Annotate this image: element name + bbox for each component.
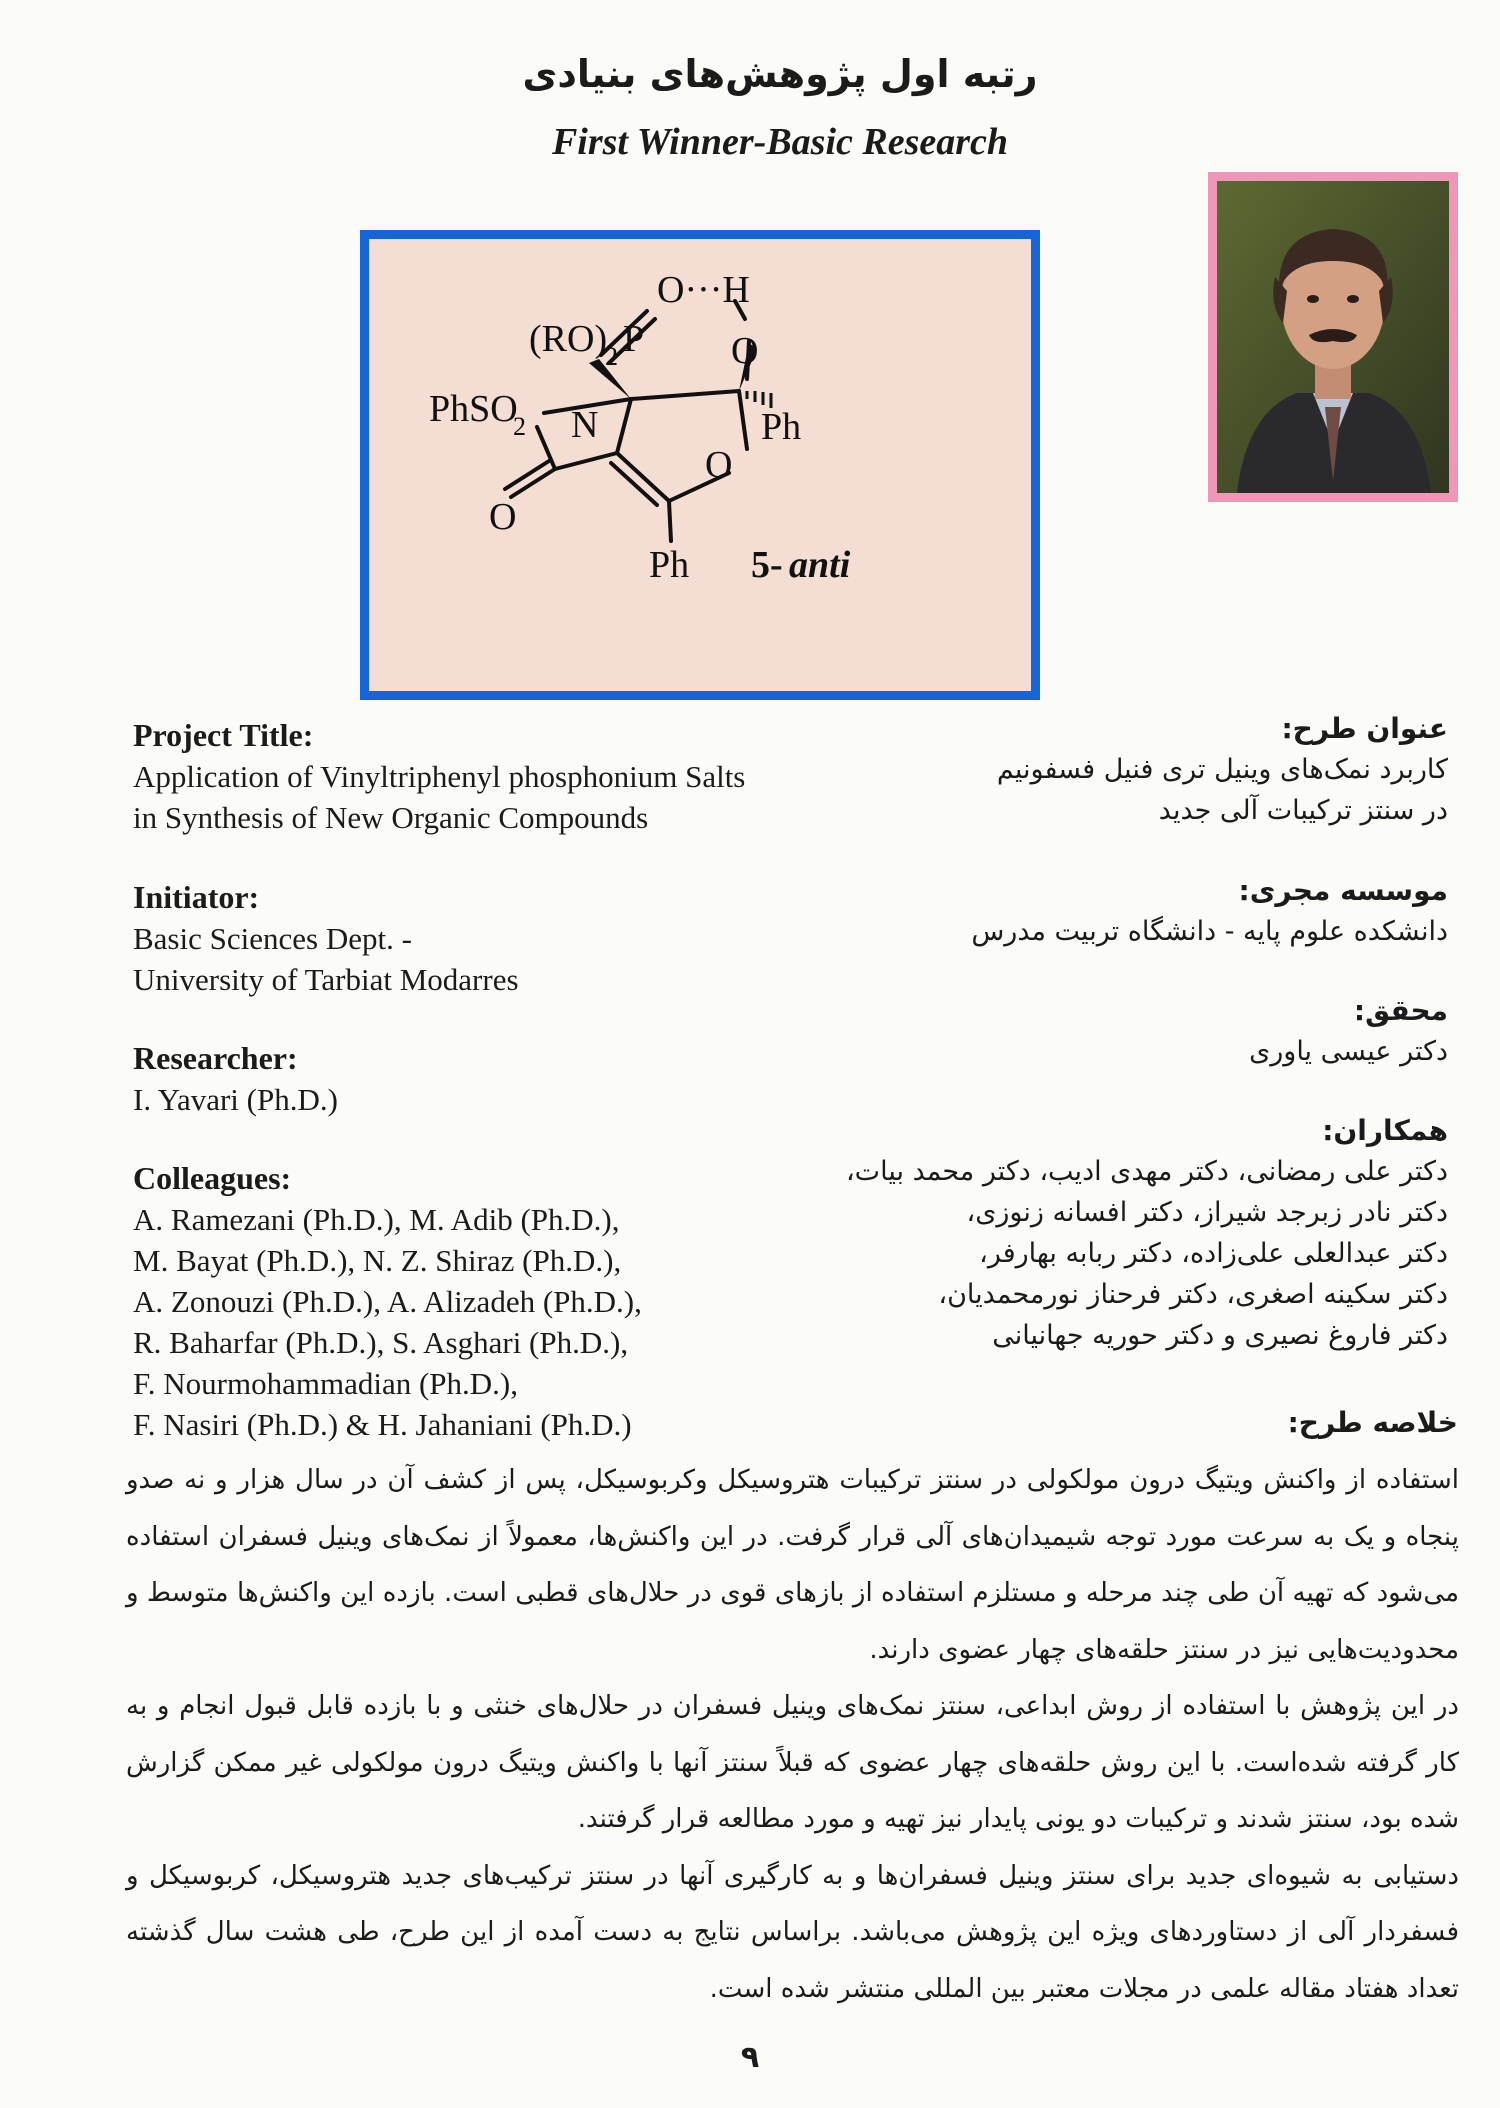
label-compound-number: 5- (751, 544, 783, 586)
portrait-image (1217, 181, 1449, 493)
page-title-english: First Winner-Basic Research (551, 121, 1009, 163)
english-project-heading: Project Title: (133, 717, 314, 753)
summary-text (126, 1452, 1459, 2017)
bond-c1-c2 (631, 391, 739, 399)
label-phso2: PhSO (429, 388, 518, 430)
label-o-ring: O (705, 444, 733, 486)
english-colleagues-section (133, 1158, 833, 1445)
english-initiator-section (133, 877, 833, 1000)
english-initiator-heading: Initiator: (133, 879, 260, 915)
persian-colleagues-line: دکتر عبدالعلی علی‌زاده، دکتر ربابه بهارفر، (979, 1238, 1448, 1269)
summary-paragraph: در این پژوهش با استفاده از روش ابداعی، سنتز نمک‌های وینیل فسفران در حلال‌های خنثی و با بازده قابل قبول انجام و به کار گرفته شده‌است. با این روش حلقه‌های چهار عضوی که قبلاً سنتز آنها با واکنش ویتیگ درون مولکولی غیر ممکن گزارش شده بود، سنتز شدند و ترکیبات دو یونی پایدار نیز تهیه و مورد مطالعه قرار گرفتند. (126, 1691, 1459, 1834)
english-colleagues-line: R. Baharfar (Ph.D.), S. Asghari (Ph.D.), (133, 1325, 629, 1360)
english-colleagues-heading: Colleagues: (133, 1160, 292, 1196)
bond-c3-c1 (617, 399, 631, 453)
persian-colleagues-heading: همکاران: (1322, 1114, 1448, 1147)
persian-colleagues-line: دکتر نادر زبرجد شیراز، دکتر افسانه زنوزی، (966, 1197, 1448, 1228)
english-colleagues-line: M. Bayat (Ph.D.), N. Z. Shiraz (Ph.D.), (133, 1243, 622, 1278)
label-ph-right: Ph (761, 406, 802, 448)
english-colleagues-line: F. Nasiri (Ph.D.) & H. Jahaniani (Ph.D.) (133, 1407, 632, 1442)
page-number: ۹ (740, 2040, 760, 2075)
english-researcher-heading: Researcher: (133, 1040, 298, 1076)
english-researcher-line: I. Yavari (Ph.D.) (133, 1082, 338, 1117)
bond-c4-ph (669, 501, 671, 541)
english-project-line: Application of Vinyltriphenyl phosphonium Salts (133, 759, 746, 794)
english-researcher-section (133, 1038, 833, 1120)
persian-institute-line: دانشکده علوم پایه - دانشگاه تربیت مدرس (971, 916, 1448, 947)
english-colleagues-line: A. Ramezani (Ph.D.), M. Adib (Ph.D.), (133, 1202, 620, 1237)
persian-colleagues-line: دکتر علی رمضانی، دکتر مهدی ادیب، دکتر محمد بیات، (845, 1156, 1448, 1187)
label-o-hydroxyl: O (731, 330, 759, 372)
persian-researcher-heading: محقق: (1353, 994, 1448, 1027)
persian-project-line: کاربرد نمک‌های وینیل تری فنیل فسفونیم (996, 754, 1448, 785)
bond-c3-cco (555, 453, 617, 469)
researcher-photo (1208, 172, 1458, 502)
persian-colleagues-line: دکتر سکینه اصغری، دکتر فرحناز نورمحمدیان، (938, 1279, 1448, 1310)
bond-c2-oring (739, 391, 747, 449)
label-sub2a: 2 (605, 342, 618, 371)
page-title-persian: رتبه اول پژوهش‌های بنیادی (522, 52, 1038, 96)
chemical-structure-figure (360, 230, 1040, 700)
summary-paragraph: دستیابی به شیوه‌ای جدید برای سنتز وینیل فسفران‌ها و به کارگیری آنها در سنتز ترکیب‌های جدید هتروسیکل، کربوسیکل و فسفردار آلی از دستاوردهای ویژه این پژوهش می‌باشد. براساس نتایج به دست آمده از این طرح، طی هشت سال گذشته تعداد هفتاد مقاله علمی در مجلات معتبر بین المللی منتشر شده است. (126, 1860, 1459, 2004)
persian-researcher-section (760, 990, 1448, 1072)
structure-drawing (369, 239, 1031, 691)
label-ph-bottom: Ph (649, 544, 690, 586)
persian-colleagues-line: دکتر فاروغ نصیری و دکتر حوریه جهانیانی (992, 1320, 1448, 1351)
english-colleagues-line: A. Zonouzi (Ph.D.), A. Alizadeh (Ph.D.), (133, 1284, 642, 1319)
label-o-top: O···H (657, 269, 750, 311)
persian-project-line: در سنتز ترکیبات آلی جدید (1158, 795, 1448, 826)
summary-heading: خلاصه طرح: (1287, 1406, 1458, 1439)
english-colleagues-line: F. Nourmohammadian (Ph.D.), (133, 1366, 518, 1401)
summary-paragraph: استفاده از واکنش ویتیگ درون مولکولی در سنتز ترکیبات هتروسیکل وکربوسیکل، پس از کشف آن در سال هزار و نه صدو پنجاه و یک به سرعت مورد توجه شیمیدان‌های آلی قرار گرفت. در این واکنش‌ها، معمولاً از نمک‌های وینیل فسفران استفاده می‌شود که تهیه آن طی چند مرحله و مستلزم استفاده از بازهای قوی در حلال‌های قطبی است. بازده این واکنش‌ها متوسط و محدودیت‌هایی نیز در سنتز حلقه‌های چهار عضوی دارند. (126, 1465, 1459, 1665)
english-project-line: in Synthesis of New Organic Compounds (133, 800, 649, 835)
label-compound-suffix: anti (789, 544, 851, 586)
persian-institute-heading: موسسه مجری: (1238, 874, 1448, 907)
persian-institute-section (760, 870, 1448, 952)
persian-project-heading: عنوان طرح: (1281, 712, 1448, 745)
label-sub2b: 2 (513, 412, 526, 441)
label-p: P (623, 318, 645, 360)
label-ro2: (RO) (529, 318, 608, 360)
label-o-carbonyl: O (489, 496, 517, 538)
english-initiator-line: Basic Sciences Dept. - (133, 921, 412, 956)
english-initiator-line: University of Tarbiat Modarres (133, 962, 519, 997)
persian-colleagues-section (760, 1110, 1448, 1356)
label-n: N (571, 404, 599, 446)
persian-project-section (760, 708, 1448, 831)
english-project-section (133, 715, 833, 838)
persian-researcher-line: دکتر عیسی یاوری (1249, 1036, 1448, 1067)
